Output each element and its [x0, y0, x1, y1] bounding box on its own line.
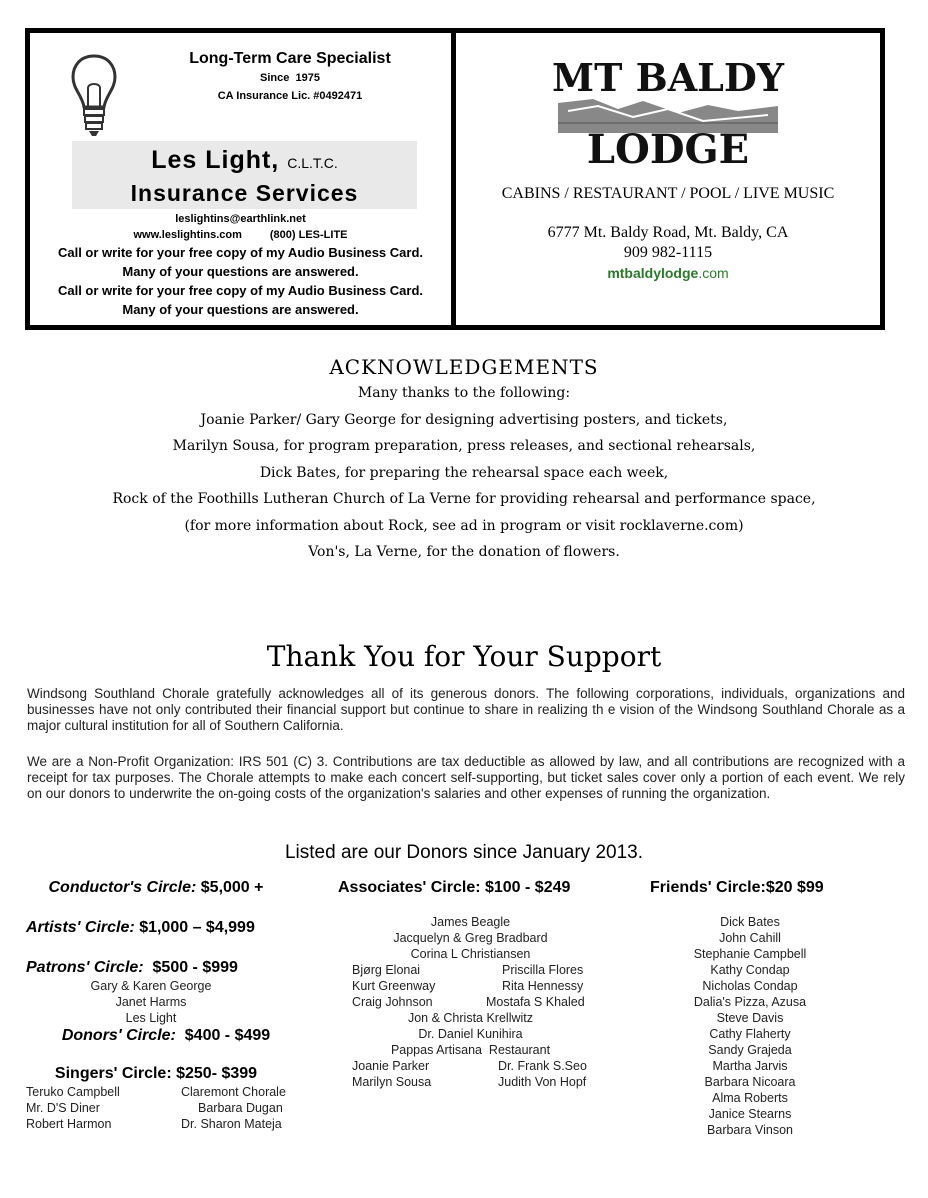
- insurance-message-4: Many of your questions are answered.: [122, 302, 359, 317]
- insurance-phone: (800) LES-LITE: [269, 229, 348, 241]
- insurance-name: Les Light,: [151, 146, 280, 174]
- friend-name: Nicholas Condap: [702, 979, 798, 993]
- thanks-title: Thank You for Your Support: [266, 640, 662, 673]
- insurance-message-2: Many of your questions are answered.: [122, 264, 359, 279]
- ack-line: Many thanks to the following:: [357, 385, 571, 401]
- associate-name: Pappas Artisana Restaurant: [390, 1043, 551, 1057]
- insurance-company: Insurance Services: [130, 180, 359, 206]
- friends-circle: Friends' Circle:$20 $99: [650, 879, 824, 896]
- associate-name: Jacquelyn & Greg Bradbard: [393, 931, 548, 945]
- friend-name: Sandy Grajeda: [708, 1043, 792, 1057]
- patron-name: Les Light: [125, 1011, 177, 1025]
- insurance-since: Since 1975: [260, 72, 320, 84]
- friend-name: Alma Roberts: [712, 1091, 788, 1105]
- associate-name: Dr. Daniel Kunihira: [418, 1027, 523, 1041]
- singer-row: Teruko Campbell Claremont Chorale: [26, 1085, 286, 1099]
- donor-column-middle: [338, 878, 608, 1090]
- singer-row: Robert Harmon Dr. Sharon Mateja: [26, 1117, 282, 1131]
- insurance-website[interactable]: www.leslightins.com: [133, 229, 242, 241]
- associate-name: Jon & Christa Krellwitz: [407, 1011, 534, 1025]
- conductors-circle: Conductor's Circle: $5,000 +: [48, 879, 264, 896]
- friend-name: Martha Jarvis: [712, 1059, 788, 1073]
- thanks-paragraph-2: We are a Non-Profit Organization: IRS 501 (C) 3. Contributions are tax deductible as allowed by law, and all contributions are recognized with a receipt for tax purposes. The Chorale attempts to make each concert self-supporting, but ticket sales cover only a portion of each event. We rely on our donors to underwrite the on-going costs of the organization's salaries and other expenses of running the organization.: [27, 754, 905, 801]
- donors-circle: Donors' Circle: $400 - $499: [61, 1027, 271, 1044]
- friend-name: Janice Stearns: [708, 1107, 792, 1121]
- ack-line: Marilyn Sousa, for program preparation, press releases, and sectional rehearsals,: [172, 438, 756, 454]
- lodge-web-suffix: .com: [698, 265, 729, 281]
- patrons-circle: Patrons' Circle: $500 - $999: [26, 959, 238, 976]
- lodge-website[interactable]: [456, 263, 880, 283]
- ack-line: Rock of the Foothills Lutheran Church of La Verne for providing rehearsal and performance space,: [112, 491, 816, 507]
- donor-column-right: [650, 878, 880, 1138]
- singers-circle: Singers' Circle: $250- $399: [54, 1065, 258, 1082]
- friend-name: Kathy Condap: [710, 963, 790, 977]
- associate-name: James Beagle: [430, 915, 511, 929]
- insurance-ad: [30, 33, 456, 325]
- friend-name: Barbara Nicoara: [704, 1075, 796, 1089]
- advertisement-box: [25, 28, 885, 330]
- associate-row: Marilyn Sousa Judith Von Hopf: [352, 1075, 587, 1089]
- lodge-web-name: mtbaldylodge: [607, 265, 699, 281]
- associate-row: Craig Johnson Mostafa S Khaled: [352, 995, 585, 1009]
- donor-column-left: [26, 878, 306, 1132]
- thanks-paragraph-1: Windsong Southland Chorale gratefully acknowledges all of its generous donors. The following corporations, individuals, organizations and businesses have not only contributed their financial support but continue to share in realizing th e vision of the Windsong Southland Chorale as a major cultural institution for all of Southern California.: [27, 686, 905, 733]
- lodge-services: CABINS / RESTAURANT / POOL / LIVE MUSIC: [501, 185, 835, 202]
- donor-heading: Listed are our Donors since January 2013.: [284, 842, 644, 863]
- logo-line-1: MT BALDY: [552, 55, 784, 100]
- lightbulb-icon: [70, 53, 118, 139]
- associate-row: Bjørg Elonai Priscilla Flores: [352, 963, 584, 977]
- associate-row: Joanie Parker Dr. Frank S.Seo: [352, 1059, 587, 1073]
- patron-name: Janet Harms: [115, 995, 187, 1009]
- insurance-email[interactable]: leslightins@earthlink.net: [175, 213, 306, 225]
- insurance-banner: [72, 141, 417, 209]
- mt-baldy-lodge-logo: [538, 51, 798, 171]
- lodge-phone: 909 982-1115: [623, 244, 713, 261]
- friend-name: Dick Bates: [720, 915, 780, 929]
- ack-line: (for more information about Rock, see ad in program or visit rocklaverne.com): [184, 517, 744, 534]
- ack-line: Von's, La Verne, for the donation of flowers.: [308, 544, 620, 560]
- associate-name: Corina L Christiansen: [410, 947, 531, 961]
- friend-name: Dalia's Pizza, Azusa: [693, 995, 807, 1009]
- lodge-address: 6777 Mt. Baldy Road, Mt. Baldy, CA: [547, 224, 789, 241]
- patron-name: Gary & Karen George: [90, 979, 212, 993]
- friend-name: John Cahill: [719, 931, 781, 945]
- ack-line: Dick Bates, for preparing the rehearsal space each week,: [259, 464, 669, 481]
- friend-name: Barbara Vinson: [707, 1123, 793, 1137]
- ack-line: Joanie Parker/ Gary George for designing advertising posters, and tickets,: [200, 411, 728, 428]
- logo-line-2: LODGE: [586, 126, 750, 171]
- insurance-title: Long-Term Care Specialist: [189, 50, 391, 67]
- acknowledgements-section: [0, 354, 928, 566]
- friend-name: Steve Davis: [716, 1011, 784, 1025]
- singer-row: Mr. D'S Diner Barbara Dugan: [26, 1101, 283, 1115]
- lodge-ad: [456, 33, 880, 325]
- insurance-message-1: Call or write for your free copy of my Audio Business Card.: [57, 245, 424, 260]
- associate-row: Kurt Greenway Rita Hennessy: [352, 979, 584, 993]
- friend-name: Cathy Flaherty: [709, 1027, 791, 1041]
- insurance-credential: C.L.T.C.: [287, 155, 338, 171]
- friend-name: Stephanie Campbell: [693, 947, 807, 961]
- artists-circle: Artists' Circle: $1,000 – $4,999: [26, 919, 255, 936]
- acknowledgements-title: ACKNOWLEDGEMENTS: [329, 355, 599, 379]
- associates-circle: Associates' Circle: $100 - $249: [338, 879, 571, 896]
- insurance-message-3: Call or write for your free copy of my Audio Business Card.: [57, 283, 424, 298]
- insurance-license: CA Insurance Lic. #0492471: [217, 90, 363, 102]
